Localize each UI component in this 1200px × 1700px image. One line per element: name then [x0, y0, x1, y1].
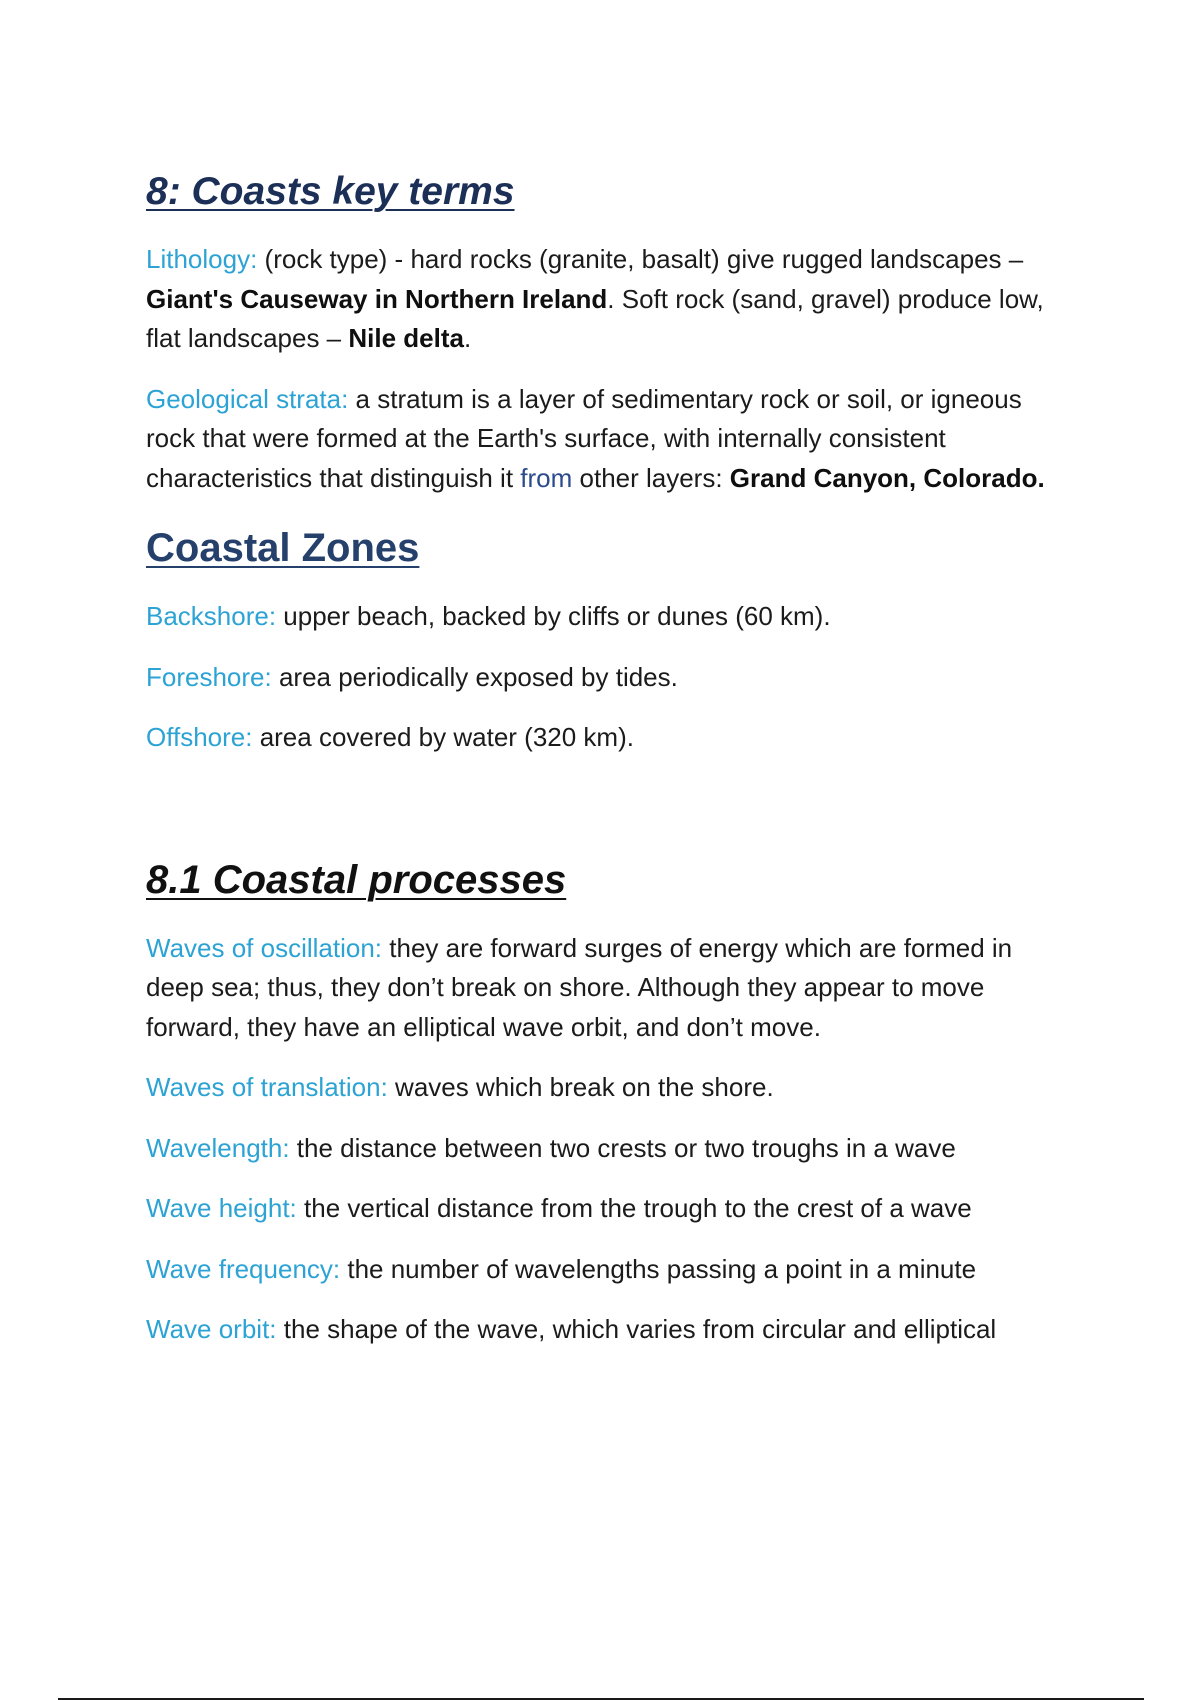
heading-coastal-processes: 8.1 Coastal processes	[146, 857, 567, 902]
term-wavelength: Wavelength:	[146, 1132, 290, 1163]
term-geological-strata: Geological strata:	[146, 383, 349, 414]
term-lithology: Lithology:	[146, 244, 258, 274]
definition-lithology: Lithology: (rock type) - hard rocks (granite, basalt) give rugged landscapes – Giant's Causeway in Northern Ireland. Soft rock (sand, gravel) produce low, flat landscapes – Nile delta.	[146, 244, 1044, 353]
term-wave-frequency: Wave frequency:	[146, 1253, 341, 1284]
heading-coastal-zones: Coastal Zones	[146, 526, 420, 570]
definition-foreshore: Foreshore: area periodically exposed by tides.	[146, 661, 678, 692]
term-backshore: Backshore:	[146, 601, 277, 631]
definition-backshore: Backshore: upper beach, backed by cliffs or dunes (60 km).	[146, 601, 831, 631]
definition-wave-frequency: Wave frequency: the number of wavelengths passing a point in a minute	[146, 1253, 977, 1284]
definition-waves-of-translation: Waves of translation: waves which break on the shore.	[146, 1072, 774, 1102]
term-foreshore: Foreshore:	[146, 661, 272, 692]
term-offshore: Offshore:	[146, 722, 253, 752]
definition-offshore: Offshore: area covered by water (320 km).	[146, 722, 634, 752]
term-waves-of-oscillation: Waves of oscillation:	[146, 932, 383, 963]
definition-wavelength: Wavelength: the distance between two crests or two troughs in a wave	[146, 1132, 956, 1163]
term-wave-orbit: Wave orbit:	[146, 1314, 277, 1344]
term-wave-height: Wave height:	[146, 1193, 297, 1223]
definition-wave-height: Wave height: the vertical distance from the trough to the crest of a wave	[146, 1193, 972, 1223]
definition-wave-orbit: Wave orbit: the shape of the wave, which varies from circular and elliptical	[146, 1314, 997, 1344]
definition-geological-strata: Geological strata: a stratum is a layer of sedimentary rock or soil, or igneous rock that were formed at the Earth's surface, with internally consistent characteristics that distinguish it from other layers: Grand Canyon, Colorado.	[146, 383, 1045, 493]
document-page	[146, 170, 1066, 1350]
term-waves-of-translation: Waves of translation:	[146, 1072, 388, 1102]
definition-waves-of-oscillation: Waves of oscillation: they are forward surges of energy which are formed in deep sea; thus, they don’t break on shore. Although they appear to move forward, they have an elliptical wave orbit, and don’t move.	[146, 932, 1013, 1042]
heading-coasts-key-terms: 8: Coasts key terms	[146, 170, 515, 213]
